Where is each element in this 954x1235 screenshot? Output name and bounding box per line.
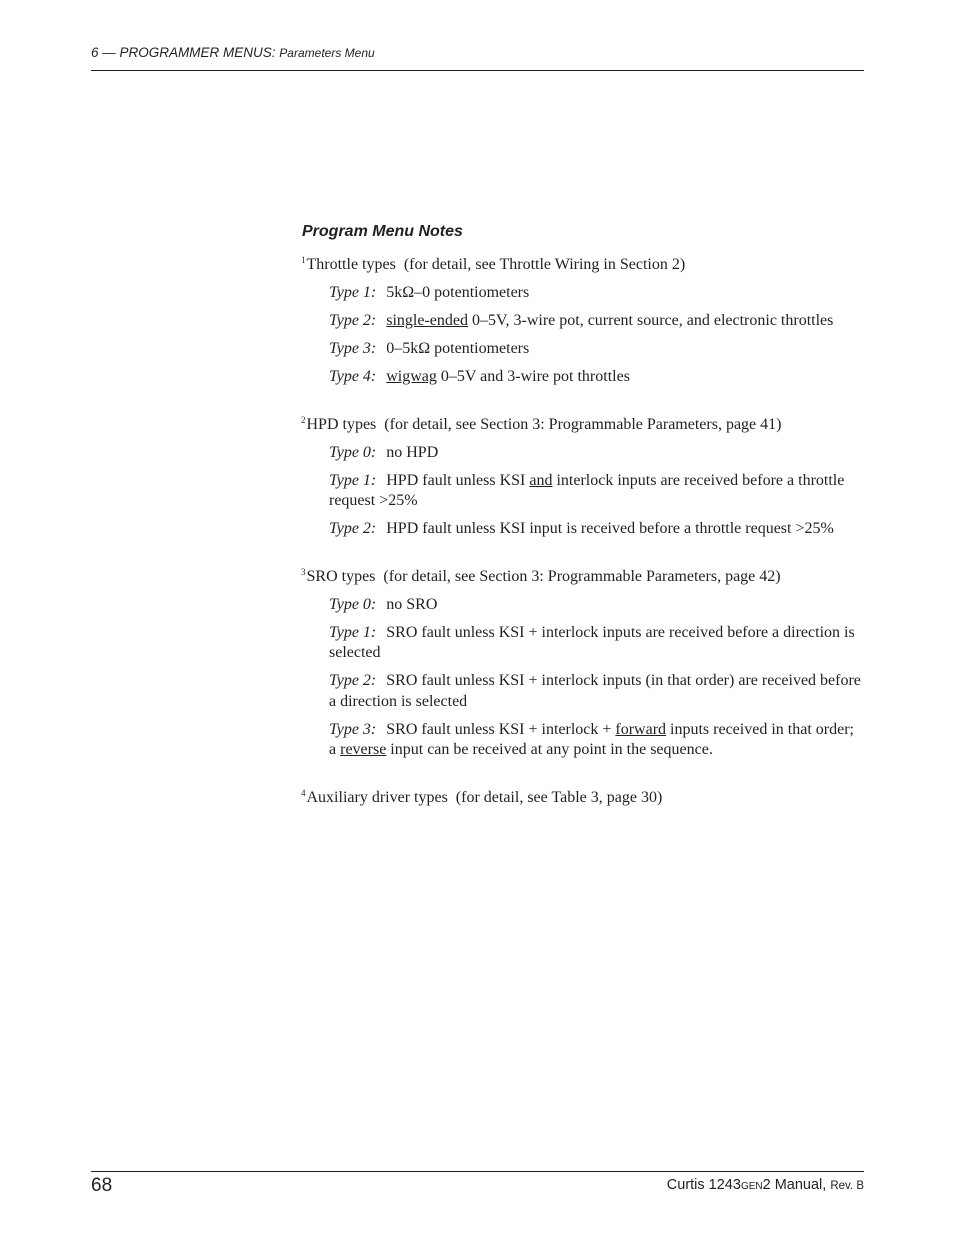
footnote-number: 4 bbox=[301, 787, 306, 798]
type-label: Type 0: bbox=[329, 595, 377, 613]
manual-title bbox=[667, 1177, 864, 1193]
underlined-term: forward bbox=[615, 720, 667, 738]
type-label: Type 3: bbox=[329, 340, 377, 357]
note-heading bbox=[301, 250, 861, 276]
type-label: Type 1: bbox=[329, 284, 377, 301]
type-item bbox=[329, 623, 861, 664]
note-heading bbox=[301, 783, 861, 809]
type-text: 5kΩ–0 potentiometers bbox=[386, 284, 530, 301]
underlined-term: and bbox=[529, 471, 553, 489]
type-label: Type 1: bbox=[329, 471, 377, 489]
type-text: inputs received in that order; a bbox=[329, 720, 854, 758]
type-text: 0–5V and 3-wire pot throttles bbox=[436, 368, 630, 385]
spacer bbox=[301, 388, 861, 410]
type-label: Type 2: bbox=[329, 312, 377, 329]
type-item bbox=[329, 339, 861, 360]
manual-gen: GEN bbox=[740, 1181, 763, 1192]
manual-prefix: Curtis 1243 bbox=[666, 1177, 741, 1193]
footnote-number: 2 bbox=[301, 414, 306, 425]
footnote-number: 1 bbox=[301, 255, 306, 265]
type-text-pre: SRO fault unless KSI + interlock + bbox=[386, 720, 616, 738]
page-number: 68 bbox=[91, 1175, 113, 1196]
type-item bbox=[329, 595, 861, 616]
header-divider bbox=[91, 70, 864, 71]
note-title: Auxiliary driver types bbox=[306, 788, 448, 806]
type-text: SRO fault unless KSI + interlock inputs (in that order) are received before a direction is selected bbox=[329, 672, 861, 710]
running-header bbox=[91, 45, 864, 60]
underlined-term: single-ended bbox=[386, 312, 468, 329]
section-title: Program Menu Notes bbox=[302, 223, 463, 240]
type-label: Type 3: bbox=[329, 720, 377, 738]
notes-list bbox=[301, 250, 861, 808]
note-title: HPD types bbox=[306, 415, 377, 433]
note-title: SRO types bbox=[306, 567, 376, 585]
type-label: Type 2: bbox=[329, 520, 377, 537]
type-text: 0–5kΩ potentiometers bbox=[386, 340, 530, 357]
type-label: Type 4: bbox=[329, 368, 377, 385]
type-text-pre: HPD fault unless KSI bbox=[386, 471, 530, 489]
note-title: Throttle types bbox=[306, 256, 396, 273]
underlined-term: reverse bbox=[340, 741, 387, 758]
type-item bbox=[329, 283, 861, 304]
header-chapter: 6 — PROGRAMMER MENUS: bbox=[91, 45, 276, 60]
type-label: Type 0: bbox=[329, 443, 377, 461]
type-text: no SRO bbox=[386, 595, 438, 613]
type-item bbox=[329, 720, 861, 761]
type-text: no HPD bbox=[386, 443, 439, 461]
type-text: SRO fault unless KSI + interlock inputs are received before a direction is selected bbox=[329, 623, 855, 661]
type-item bbox=[329, 671, 861, 712]
type-label: Type 2: bbox=[329, 672, 377, 689]
type-label: Type 1: bbox=[329, 623, 377, 641]
note-detail: (for detail, see Table 3, page 30) bbox=[455, 788, 663, 806]
revision: Rev. B bbox=[830, 1180, 864, 1192]
note-detail: (for detail, see Section 3: Programmable Parameters, page 41) bbox=[384, 415, 782, 433]
header-section: Parameters Menu bbox=[279, 46, 375, 60]
type-text: interlock inputs are received before a throttle request >25% bbox=[329, 471, 845, 509]
type-text: 0–5V, 3-wire pot, current source, and electronic throttles bbox=[468, 312, 834, 329]
type-item bbox=[329, 443, 861, 464]
type-item bbox=[329, 519, 861, 540]
type-item bbox=[329, 471, 861, 512]
note-heading bbox=[301, 410, 861, 436]
type-text: HPD fault unless KSI input is received before a throttle request >25% bbox=[386, 520, 834, 537]
manual-suffix: 2 Manual, bbox=[762, 1177, 827, 1193]
underlined-term: wigwag bbox=[386, 368, 437, 385]
note-heading bbox=[301, 562, 861, 588]
type-text-post: input can be received at any point in the sequence. bbox=[386, 741, 713, 758]
type-item bbox=[329, 311, 861, 332]
footer-divider bbox=[91, 1171, 864, 1172]
note-detail: (for detail, see Section 3: Programmable Parameters, page 42) bbox=[383, 567, 781, 585]
note-detail: (for detail, see Throttle Wiring in Section 2) bbox=[403, 256, 686, 273]
footnote-number: 3 bbox=[301, 566, 306, 577]
spacer bbox=[301, 761, 861, 783]
type-item bbox=[329, 367, 861, 388]
spacer bbox=[301, 540, 861, 562]
